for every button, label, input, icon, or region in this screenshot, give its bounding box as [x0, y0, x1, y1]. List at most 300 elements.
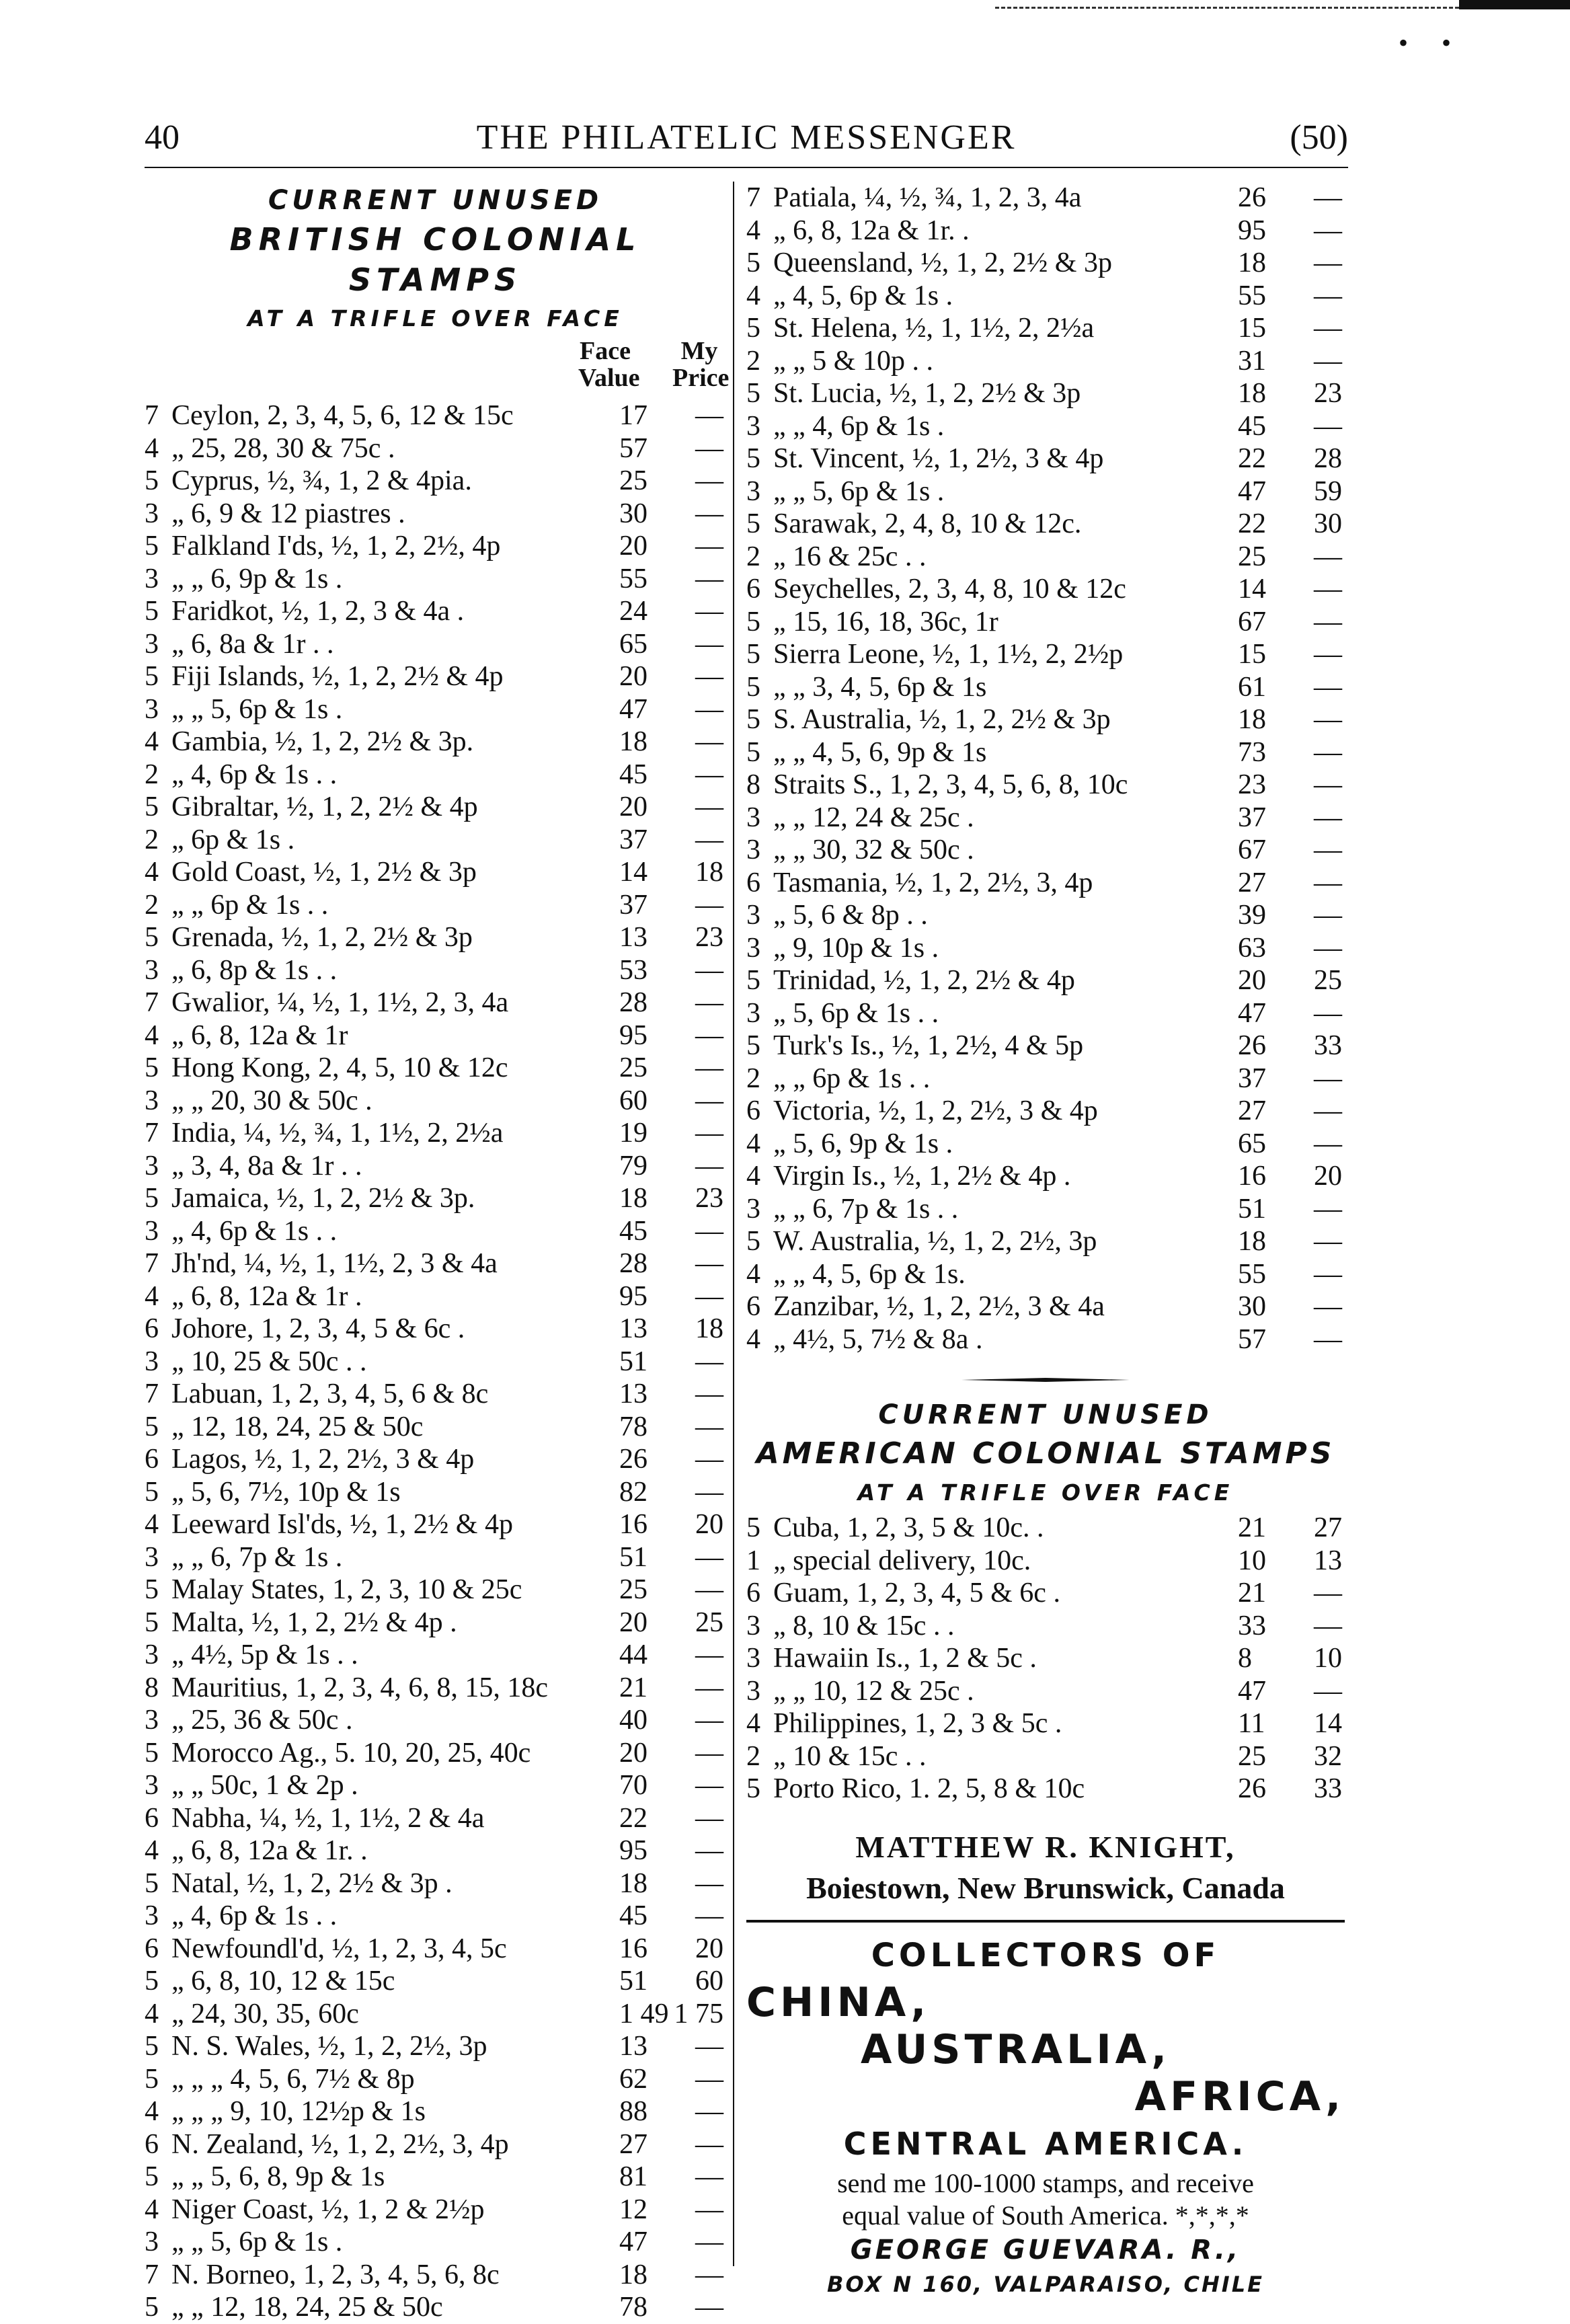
stamp-list-row	[145, 1117, 726, 1150]
my-price: —	[1314, 410, 1342, 442]
stamp-list-row	[746, 1707, 1345, 1740]
description: „ 5, 6p & 1s . .	[773, 997, 939, 1029]
quantity: 3	[145, 1541, 159, 1573]
face-value: 26	[1238, 1030, 1266, 1061]
description: „ „ 5, 6, 8, 9p & 1s	[171, 2161, 385, 2192]
advert-text: send me 100-1000 stamps, and receive	[837, 2167, 1254, 2198]
face-value: 39	[1238, 900, 1266, 931]
description: „ 6, 8p & 1s . .	[171, 954, 338, 986]
face-value: 13	[619, 2031, 647, 2062]
my-price: —	[695, 1705, 723, 1736]
face-value: 20	[1238, 965, 1266, 996]
quantity: 2	[145, 824, 159, 855]
face-value: 78	[619, 2292, 647, 2323]
quantity: 5	[746, 671, 760, 703]
quantity: 4	[145, 2096, 159, 2127]
face-value: 28	[619, 1248, 647, 1279]
face-value: 26	[1238, 182, 1266, 213]
stamp-list-row	[746, 410, 1345, 443]
advertiser-name: MATTHEW R. KNIGHT,	[855, 1829, 1236, 1864]
my-price: —	[1314, 1095, 1342, 1126]
face-value: 37	[1238, 802, 1266, 833]
face-value: 37	[619, 889, 647, 921]
quantity: 5	[746, 443, 760, 474]
stamp-list-row	[746, 703, 1345, 736]
face-value: 8	[1238, 1643, 1252, 1674]
face-value: 14	[1238, 574, 1266, 605]
stamp-list-row	[145, 2030, 726, 2063]
description: Gibraltar, ½, 1, 2, 2½ & 4p	[171, 791, 478, 822]
face-value: 18	[1238, 378, 1266, 409]
column-divider	[733, 182, 734, 2266]
face-value: 95	[619, 1019, 647, 1051]
face-value: 95	[619, 1280, 647, 1312]
description: Faridkot, ½, 1, 2, 3 & 4a .	[171, 596, 465, 627]
stamp-list-row	[746, 1545, 1345, 1578]
my-price: —	[695, 2226, 723, 2257]
quantity: 4	[746, 1323, 760, 1355]
face-value: 57	[1238, 1323, 1266, 1355]
stamp-list-row	[145, 1411, 726, 1444]
my-price: —	[1314, 900, 1342, 931]
quantity: 5	[145, 661, 159, 692]
my-price: 23	[1314, 378, 1342, 409]
description: Gold Coast, ½, 1, 2½ & 3p	[171, 857, 477, 888]
quantity: 5	[145, 1737, 159, 1769]
quantity: 7	[145, 1379, 159, 1409]
quantity: 6	[145, 1802, 159, 1834]
description: „ „ 20, 30 & 50c .	[171, 1085, 372, 1116]
my-price: —	[1314, 1610, 1342, 1641]
face-value: 47	[1238, 1675, 1266, 1707]
quantity: 5	[746, 965, 760, 996]
face-value: 55	[1238, 1258, 1266, 1290]
my-price: —	[695, 889, 723, 921]
stamp-list-row	[145, 2128, 726, 2161]
face-value: 79	[619, 1150, 647, 1182]
my-price: —	[695, 1672, 723, 1703]
stamp-list-row	[145, 1378, 726, 1411]
description: „ 6, 8, 12a & 1r	[171, 1019, 348, 1051]
description: Straits S., 1, 2, 3, 4, 5, 6, 8, 10c	[773, 769, 1128, 800]
description: Falkland I'ds, ½, 1, 2, 2½, 4p	[171, 531, 501, 561]
description: „ 4, 5, 6p & 1s .	[773, 280, 953, 311]
description: Malta, ½, 1, 2, 2½ & 4p .	[171, 1606, 457, 1638]
quantity: 5	[145, 2161, 159, 2192]
quantity: 4	[746, 215, 760, 246]
my-price: —	[1314, 345, 1342, 377]
stamp-list-row	[746, 1512, 1345, 1545]
quantity: 3	[145, 1705, 159, 1736]
my-price: —	[1314, 215, 1342, 246]
stamp-list-row	[145, 921, 726, 954]
quantity: 7	[145, 1248, 159, 1279]
section-heading: AMERICAN COLONIAL STAMPS	[756, 1436, 1335, 1471]
my-price: —	[695, 531, 723, 561]
quantity: 3	[746, 997, 760, 1029]
face-value: 10	[1238, 1545, 1266, 1576]
my-price: —	[1314, 932, 1342, 964]
stamp-list-row	[145, 726, 726, 759]
stamp-list-row	[746, 1030, 1345, 1062]
stamp-list-row	[746, 475, 1345, 508]
my-price: —	[1314, 736, 1342, 768]
advert-line: COLLECTORS OF	[871, 1936, 1220, 1974]
quantity: 5	[145, 1476, 159, 1508]
header-rule	[145, 167, 1348, 168]
description: Grenada, ½, 1, 2, 2½ & 3p	[171, 922, 473, 953]
my-price: 14	[1314, 1708, 1342, 1739]
description: „ 6, 9 & 12 piastres .	[171, 498, 405, 529]
face-value: 82	[619, 1476, 647, 1508]
my-price: —	[695, 2096, 723, 2127]
face-value: 73	[1238, 736, 1266, 768]
my-price: —	[695, 1444, 723, 1475]
my-price: —	[1314, 313, 1342, 344]
quantity: 3	[746, 1675, 760, 1707]
stamp-list-row	[746, 1095, 1345, 1128]
stamp-list-row	[145, 628, 726, 661]
stamp-list-row	[145, 1639, 726, 1672]
stamp-list-row	[145, 856, 726, 889]
quantity: 6	[145, 1444, 159, 1475]
description: „ 4½, 5p & 1s . .	[171, 1639, 358, 1670]
description: Philippines, 1, 2, 3 & 5c .	[773, 1708, 1062, 1739]
advertiser-address: Boiestown, New Brunswick, Canada	[806, 1870, 1285, 1905]
my-price: —	[1314, 867, 1342, 898]
my-price: —	[695, 1639, 723, 1670]
description: „ „ 3, 4, 5, 6p & 1s	[773, 671, 987, 703]
my-price: —	[695, 465, 723, 496]
my-price: —	[695, 1248, 723, 1279]
quantity: 3	[145, 1346, 159, 1377]
description: St. Lucia, ½, 1, 2, 2½ & 3p	[773, 378, 1081, 409]
description: „ „ „ 4, 5, 6, 7½ & 8p	[171, 2063, 415, 2095]
face-value: 78	[619, 1411, 647, 1442]
face-value: 25	[1238, 541, 1266, 572]
description: „ 9, 10p & 1s .	[773, 932, 939, 964]
quantity: 5	[145, 1183, 159, 1214]
face-value: 16	[1238, 1161, 1266, 1192]
quantity: 2	[746, 541, 760, 572]
stamp-list-row	[145, 791, 726, 824]
description: Leeward Isl'ds, ½, 1, 2½ & 4p	[171, 1509, 513, 1540]
quantity: 5	[145, 2292, 159, 2323]
description: Cyprus, ½, ¾, 1, 2 & 4pia.	[171, 465, 472, 496]
quantity: 5	[145, 1052, 159, 1083]
stamp-list-row	[746, 1193, 1345, 1226]
face-value: 18	[619, 1183, 647, 1214]
stamp-list-row	[145, 1574, 726, 1606]
description: Gwalior, ¼, ½, 1, 1½, 2, 3, 4a	[171, 987, 509, 1018]
stamp-list-row	[145, 1737, 726, 1770]
advertiser-address: BOX N 160, VALPARAISO, CHILE	[827, 2271, 1264, 2297]
quantity: 6	[746, 1095, 760, 1126]
my-price: —	[695, 1085, 723, 1116]
stamp-list-row	[145, 1998, 726, 2031]
face-value: 27	[1238, 867, 1266, 898]
stamp-list-row	[145, 1247, 726, 1280]
stamp-list-row	[746, 508, 1345, 541]
description: Hong Kong, 2, 4, 5, 10 & 12c	[171, 1052, 508, 1083]
quantity: 3	[746, 1610, 760, 1641]
my-price: 13	[1314, 1545, 1342, 1576]
my-price: —	[695, 1215, 723, 1247]
quantity: 8	[145, 1672, 159, 1703]
stamp-list-row	[746, 671, 1345, 704]
my-price: —	[1314, 639, 1342, 670]
my-price: —	[1314, 606, 1342, 637]
quantity: 6	[145, 2128, 159, 2160]
page-number: 40	[145, 118, 180, 157]
my-price: —	[695, 791, 723, 822]
quantity: 5	[746, 378, 760, 409]
my-price: —	[1314, 1291, 1342, 1322]
left-column	[145, 182, 730, 2324]
description: Victoria, ½, 1, 2, 2½, 3 & 4p	[773, 1095, 1098, 1126]
quantity: 3	[746, 802, 760, 833]
stamp-list-row	[145, 1150, 726, 1183]
face-value: 25	[619, 1574, 647, 1605]
quantity: 4	[145, 1998, 159, 2029]
quantity: 7	[746, 182, 760, 213]
british-colonial-list	[145, 399, 726, 2324]
british-colonial-list-continued	[746, 182, 1345, 1356]
face-value: 15	[1238, 313, 1266, 344]
my-price: —	[695, 954, 723, 986]
stamp-list-row	[145, 1443, 726, 1476]
description: Malay States, 1, 2, 3, 10 & 25c	[171, 1574, 522, 1605]
my-price: —	[695, 1379, 723, 1409]
description: „ „ „ 9, 10, 12½p & 1s	[171, 2096, 426, 2127]
quantity: 5	[746, 736, 760, 768]
quantity: 3	[145, 954, 159, 986]
my-price: —	[695, 2259, 723, 2290]
description: Morocco Ag., 5. 10, 20, 25, 40c	[171, 1737, 531, 1769]
quantity: 2	[746, 345, 760, 377]
description: India, ¼, ½, ¾, 1, 1½, 2, 2½a	[171, 1118, 504, 1149]
quantity: 5	[746, 508, 760, 539]
my-price: —	[1314, 280, 1342, 311]
stamp-list-row	[145, 1052, 726, 1085]
description: Nabha, ¼, ½, 1, 1½, 2 & 4a	[171, 1802, 485, 1834]
my-price: —	[695, 432, 723, 464]
stamp-list-row	[746, 769, 1345, 802]
description: Labuan, 1, 2, 3, 4, 5, 6 & 8c	[171, 1379, 489, 1409]
quantity: 5	[746, 606, 760, 637]
stamp-list-row	[145, 1182, 726, 1215]
my-price: —	[695, 1280, 723, 1312]
my-price: 25	[695, 1606, 723, 1638]
description: „ „ 6, 7p & 1s .	[171, 1541, 343, 1573]
face-value: 95	[619, 1835, 647, 1866]
quantity: 4	[746, 1258, 760, 1290]
advert-text: equal value of South America. *,*,*,*	[842, 2200, 1249, 2231]
face-value: 21	[1238, 1512, 1266, 1543]
page-reference: (50)	[1290, 118, 1348, 157]
ornament-divider	[746, 1366, 1345, 1393]
quantity: 6	[145, 1313, 159, 1344]
quantity: 5	[746, 639, 760, 670]
description: Seychelles, 2, 3, 4, 8, 10 & 12c	[773, 574, 1126, 605]
face-value: 51	[1238, 1193, 1266, 1225]
face-value: 1 49	[619, 1998, 669, 2029]
face-value: 18	[1238, 1226, 1266, 1257]
face-value: 63	[1238, 932, 1266, 964]
stamp-list-row	[746, 442, 1345, 475]
description: Newfoundl'd, ½, 1, 2, 3, 4, 5c	[171, 1933, 507, 1964]
description: „ „ 12, 24 & 25c .	[773, 802, 974, 833]
face-value: 16	[619, 1509, 647, 1540]
stamp-list-row	[746, 541, 1345, 574]
quantity: 3	[145, 2226, 159, 2257]
my-price: —	[695, 1541, 723, 1573]
stamp-list-row	[145, 1280, 726, 1313]
my-price: 27	[1314, 1512, 1342, 1543]
stamp-list-row	[145, 1313, 726, 1346]
my-price: 1 75	[674, 1998, 723, 2029]
description: „ 12, 18, 24, 25 & 50c	[171, 1411, 424, 1442]
face-value: 62	[619, 2063, 647, 2095]
face-value: 51	[619, 1346, 647, 1377]
stamp-list-row	[746, 182, 1345, 215]
quantity: 4	[746, 1161, 760, 1192]
description: „ 25, 36 & 50c .	[171, 1705, 353, 1736]
description: Patiala, ¼, ½, ¾, 1, 2, 3, 4a	[773, 182, 1082, 213]
stamp-list-row	[746, 1323, 1345, 1356]
my-price: —	[695, 1019, 723, 1051]
description: Tasmania, ½, 1, 2, 2½, 3, 4p	[773, 867, 1093, 898]
face-value: 37	[619, 824, 647, 855]
my-price: —	[695, 2128, 723, 2160]
my-price: 60	[695, 1966, 723, 1997]
description: Lagos, ½, 1, 2, 2½, 3 & 4p	[171, 1444, 475, 1475]
scan-edge-dash	[995, 7, 1459, 9]
advert-rule	[746, 1920, 1345, 1923]
face-value: 45	[1238, 410, 1266, 442]
face-value: 25	[619, 465, 647, 496]
stamp-list-row	[145, 2095, 726, 2128]
quantity: 3	[145, 1085, 159, 1116]
my-price: 20	[695, 1933, 723, 1964]
description: Mauritius, 1, 2, 3, 4, 6, 8, 15, 18c	[171, 1672, 548, 1703]
face-value: 47	[619, 2226, 647, 2257]
description: Jh'nd, ¼, ½, 1, 1½, 2, 3 & 4a	[171, 1248, 498, 1279]
stamp-list-row	[145, 2161, 726, 2194]
my-price: —	[695, 1835, 723, 1866]
quantity: 3	[145, 1215, 159, 1247]
stamp-list-row	[746, 1258, 1345, 1291]
quantity: 3	[746, 1643, 760, 1674]
my-price: —	[695, 1476, 723, 1508]
description: „ 8, 10 & 15c . .	[773, 1610, 955, 1641]
my-price: —	[1314, 182, 1342, 213]
my-price: —	[695, 2161, 723, 2192]
my-price: —	[695, 596, 723, 627]
face-value: 23	[1238, 769, 1266, 800]
quantity: 7	[145, 2259, 159, 2290]
stamp-list-row	[746, 1128, 1345, 1161]
face-value: 14	[619, 857, 647, 888]
my-price: —	[1314, 769, 1342, 800]
stamp-list-row	[145, 1704, 726, 1737]
my-price: 32	[1314, 1740, 1342, 1772]
face-value: 26	[619, 1444, 647, 1475]
stamp-list-row	[145, 2194, 726, 2226]
my-price: —	[695, 2194, 723, 2225]
face-value: 25	[1238, 1740, 1266, 1772]
face-value: 61	[1238, 671, 1266, 703]
my-price: —	[1314, 997, 1342, 1029]
stamp-list-row	[746, 997, 1345, 1030]
face-value: 65	[619, 628, 647, 660]
american-colonial-list	[746, 1512, 1345, 1806]
description: „ „ 4, 6p & 1s .	[773, 410, 945, 442]
face-value: 81	[619, 2161, 647, 2192]
my-price: 20	[695, 1509, 723, 1540]
my-price: —	[1314, 1062, 1342, 1094]
description: „ „ 5, 6p & 1s .	[773, 475, 945, 507]
face-value: 22	[619, 1802, 647, 1834]
section-subheading: AT A TRIFLE OVER FACE	[857, 1479, 1234, 1506]
description: Guam, 1, 2, 3, 4, 5 & 6c .	[773, 1578, 1060, 1609]
my-price: —	[695, 1346, 723, 1377]
stamp-list-row	[746, 1675, 1345, 1708]
guevara-advert	[746, 1932, 1345, 2300]
face-value: 19	[619, 1118, 647, 1149]
quantity: 7	[145, 987, 159, 1018]
face-value: 26	[1238, 1773, 1266, 1804]
my-price: 30	[1314, 508, 1342, 539]
my-price: —	[695, 693, 723, 725]
quantity: 4	[145, 1019, 159, 1051]
stamp-list-row	[145, 2226, 726, 2259]
description: „ „ 10, 12 & 25c .	[773, 1675, 974, 1707]
face-value: 53	[619, 954, 647, 986]
section-subheading: AT A TRIFLE OVER FACE	[247, 305, 623, 332]
face-value: 28	[619, 987, 647, 1018]
face-value: 37	[1238, 1062, 1266, 1094]
quantity: 8	[746, 769, 760, 800]
face-value: 31	[1238, 345, 1266, 377]
description: Cuba, 1, 2, 3, 5 & 10c. .	[773, 1512, 1044, 1543]
my-price: —	[695, 1574, 723, 1605]
face-value: 24	[619, 596, 647, 627]
face-value: 22	[1238, 443, 1266, 474]
face-value: 45	[619, 1215, 647, 1247]
description: Jamaica, ½, 1, 2, 2½ & 3p.	[171, 1183, 475, 1214]
face-value: 18	[619, 1867, 647, 1899]
stamp-list-row	[746, 1642, 1345, 1675]
section-heading: CURRENT UNUSED	[878, 1399, 1213, 1430]
knight-advert	[746, 1826, 1345, 1908]
quantity: 5	[746, 247, 760, 278]
quantity: 3	[145, 563, 159, 594]
description: Natal, ½, 1, 2, 2½ & 3p .	[171, 1867, 453, 1899]
face-value: 60	[619, 1085, 647, 1116]
description: W. Australia, ½, 1, 2, 2½, 3p	[773, 1226, 1097, 1257]
quantity: 3	[746, 900, 760, 931]
my-price: 23	[695, 922, 723, 953]
face-value: 44	[619, 1639, 647, 1670]
face-value: 21	[619, 1672, 647, 1703]
face-value: 30	[1238, 1291, 1266, 1322]
page-header	[145, 114, 1348, 161]
stamp-list-row	[145, 498, 726, 531]
quantity: 3	[746, 835, 760, 865]
quantity: 6	[746, 1291, 760, 1322]
description: „ „ 4, 5, 6p & 1s.	[773, 1258, 966, 1290]
